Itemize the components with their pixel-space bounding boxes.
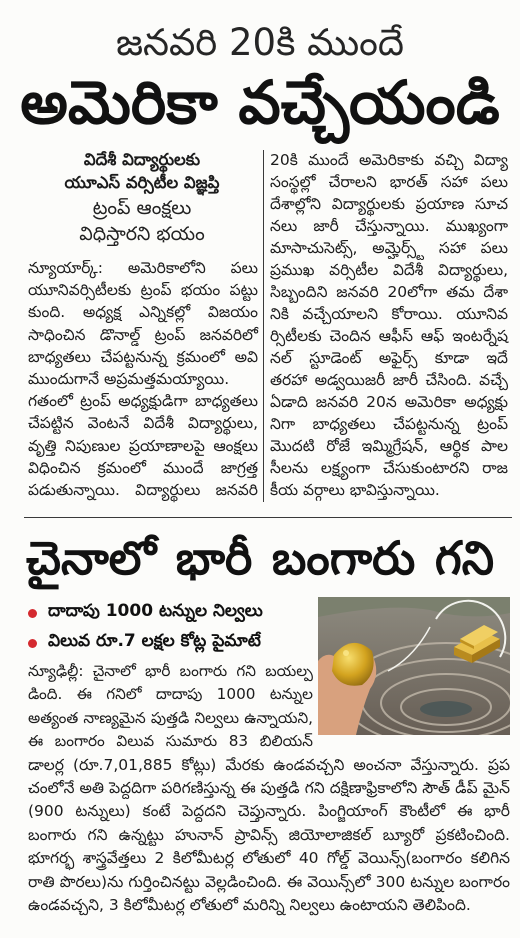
body-line: ప్రముఖ వర్సిటీల విదేశీ విద్యార్థులు, [270,261,508,279]
body-line: యూనివర్సిటీలకు ట్రంప్ భయం పట్టు [28,281,258,300]
subhead: ట్రంప్ ఆంక్షలు [92,197,192,219]
body-line: డింది. ఈ గనిలో దాదాపు 1000 టన్నుల [28,685,313,704]
body-line: పడుతున్నాయి. విద్యార్థులు జనవరి [28,480,258,499]
body-line: (900 టన్నులు) కంటే పెద్దదని చెప్తున్నారు. పింగ్జియాంగ్ కౌంటీలో ఈ భారీ [28,802,510,821]
body-line: మాసాచుసెట్స్, అమ్హెర్స్ట్ సహా పలు [270,239,508,257]
body-line: చంలోనే అతి పెద్దదిగా పరిగణిస్తున్న ఈ పుత్తడి గని దక్షిణాఫ్రికాలోని సౌత్ డీప్ మైన్ [28,778,510,797]
article-1-headline [20,66,500,142]
article-2-highlights [28,598,316,658]
subhead: విధిస్తారని భయం [79,223,205,245]
body-line: సీలను లక్ష్యంగా చేసుకుంటారని రాజ [270,459,508,477]
body-line: న్యూఢిల్లీ: చైనాలో భారీ బంగారు గని బయల్ప [28,662,313,680]
body-line: ఈ బంగారం విలువ సుమారు 83 బిలియన్ [28,732,313,751]
body-line: నల్ స్టూడెంట్ అఫైర్స్ కూడా ఇదే [270,349,508,367]
article-1-subheads-regular [24,195,260,247]
body-line: బాధ్యతలు చేపట్టనున్న క్రమంలో అవి [28,347,258,366]
article-2-body-narrow [28,660,313,754]
body-line: న్యూయార్క్: అమెరికాలోని పలు [28,259,258,277]
body-line: విధించిన క్రమంలో ముందే జాగ్రత్త [28,458,258,477]
body-line: అత్యంత నాణ్యమైన పుత్తడి నిల్వలు ఉన్నాయని, [28,708,313,727]
headline-text: చైనాలో భారీ బంగారు గని [26,531,494,585]
body-line: సిబ్బందిని జనవరి 20లోగా తమ దేశా [270,283,508,301]
red-bullet-icon [28,609,37,618]
body-line: వృత్తి నిపుణుల ప్రయాణాలపై ఆంక్షలు [28,436,258,455]
article-2-body-wide [28,754,510,918]
body-line: సంస్థల్లో చేరాలని భారత్ సహా పలు [270,173,508,191]
body-line: భూగర్భ శాస్త్రవేత్తలు 2 కిలోమీటర్ల లోతులో 40 గోల్డ్ వెయిన్స్(బంగారం కలిగిన [28,849,510,868]
body-line: మొదటి రోజే ఇమ్మిగ్రేషన్, ఆర్థిక పాల [270,437,508,455]
body-line: 20కి ముందే అమెరికాకు వచ్చి విద్యా [270,151,508,169]
body-line: నికి వచ్చేయాలని కోరాయి. యూనివ [270,305,508,323]
body-line: ఏడాది జనవరి 20న అమెరికా అధ్యక్షు [270,393,508,411]
body-line: ర్సిటీలకు చెందిన ఆఫీస్ ఆఫ్ ఇంటర్నేష [270,327,508,345]
body-line: బంగారు గని ఉన్నట్టు హునాన్ ప్రావిన్స్ జియోలాజికల్ బ్యూరో ప్రకటించింది. [28,825,510,844]
body-line: తరహా అడ్వయిజరీ జారీ చేసింది. వచ్చే [270,371,508,389]
gold-mine-photo [318,597,510,735]
body-line: కీయ వర్గాలు భావిస్తున్నాయి. [270,481,440,499]
highlight-text: దాదాపు 1000 టన్నుల నిల్వలు [48,601,263,621]
article-1-kicker [100,18,420,68]
article-1-subheads-bold [24,148,260,194]
body-line: సాధించిన డొనాల్డ్ ట్రంప్ జనవరిలో [28,325,258,344]
highlight-text: విలువ రూ.7 లక్షల కోట్ల పైమాటే [48,631,261,651]
body-line: దేశాల్లోని విద్యార్థులకు ప్రయాణ సూచ [270,195,508,213]
highlight-item [28,628,316,658]
body-line: కుంది. అధ్యక్ష ఎన్నికల్లో విజయం [28,303,258,322]
subhead: యూఎస్ వర్సిటీల విజ్ఞప్తి [64,173,220,192]
body-line: ముందుగానే అప్రమత్తమయ్యాయి. [28,369,230,388]
kicker-text: జనవరి 20కి ముందే [115,21,404,64]
body-line: నలు జారీ చేస్తున్నాయి. ముఖ్యంగా [270,217,508,235]
article-separator [24,517,512,518]
article-1-right-column [270,149,508,501]
red-bullet-icon [28,639,37,648]
headline-text: అమెరికా వచ్చేయండి [20,69,500,138]
subhead: విదేశీ విద్యార్థులకు [83,150,201,169]
column-divider [263,150,264,502]
body-line: ఉండవచ్చని, 3 కిలోమీటర్ల లోతులో మరిన్ని నిల్వలు ఉంటాయని తెలిపింది. [28,895,471,914]
body-line: డాలర్ల (రూ.7,01,885 కోట్లు) మేరకు ఉండవచ్చని అంచనా వేస్తున్నారు. ప్రప [28,755,510,774]
body-line: నిగా బాధ్యతలు చేపట్టనున్న ట్రంప్ [270,415,508,433]
article-1-left-column [28,257,258,501]
body-line: చేపట్టిన వెంటనే విదేశీ విద్యార్థులు, [28,414,258,433]
highlight-item [28,598,316,628]
body-line: గతంలో ట్రంప్ అధ్యక్షుడిగా బాధ్యతలు [28,392,258,411]
body-line: రాతి పొరలు)ను గుర్తించినట్టు వెల్లడించింది. ఈ వెయిన్స్‌లో 300 టన్నుల బంగారం [28,872,510,891]
photo-illustration [318,597,510,735]
article-2-headline [26,526,494,590]
